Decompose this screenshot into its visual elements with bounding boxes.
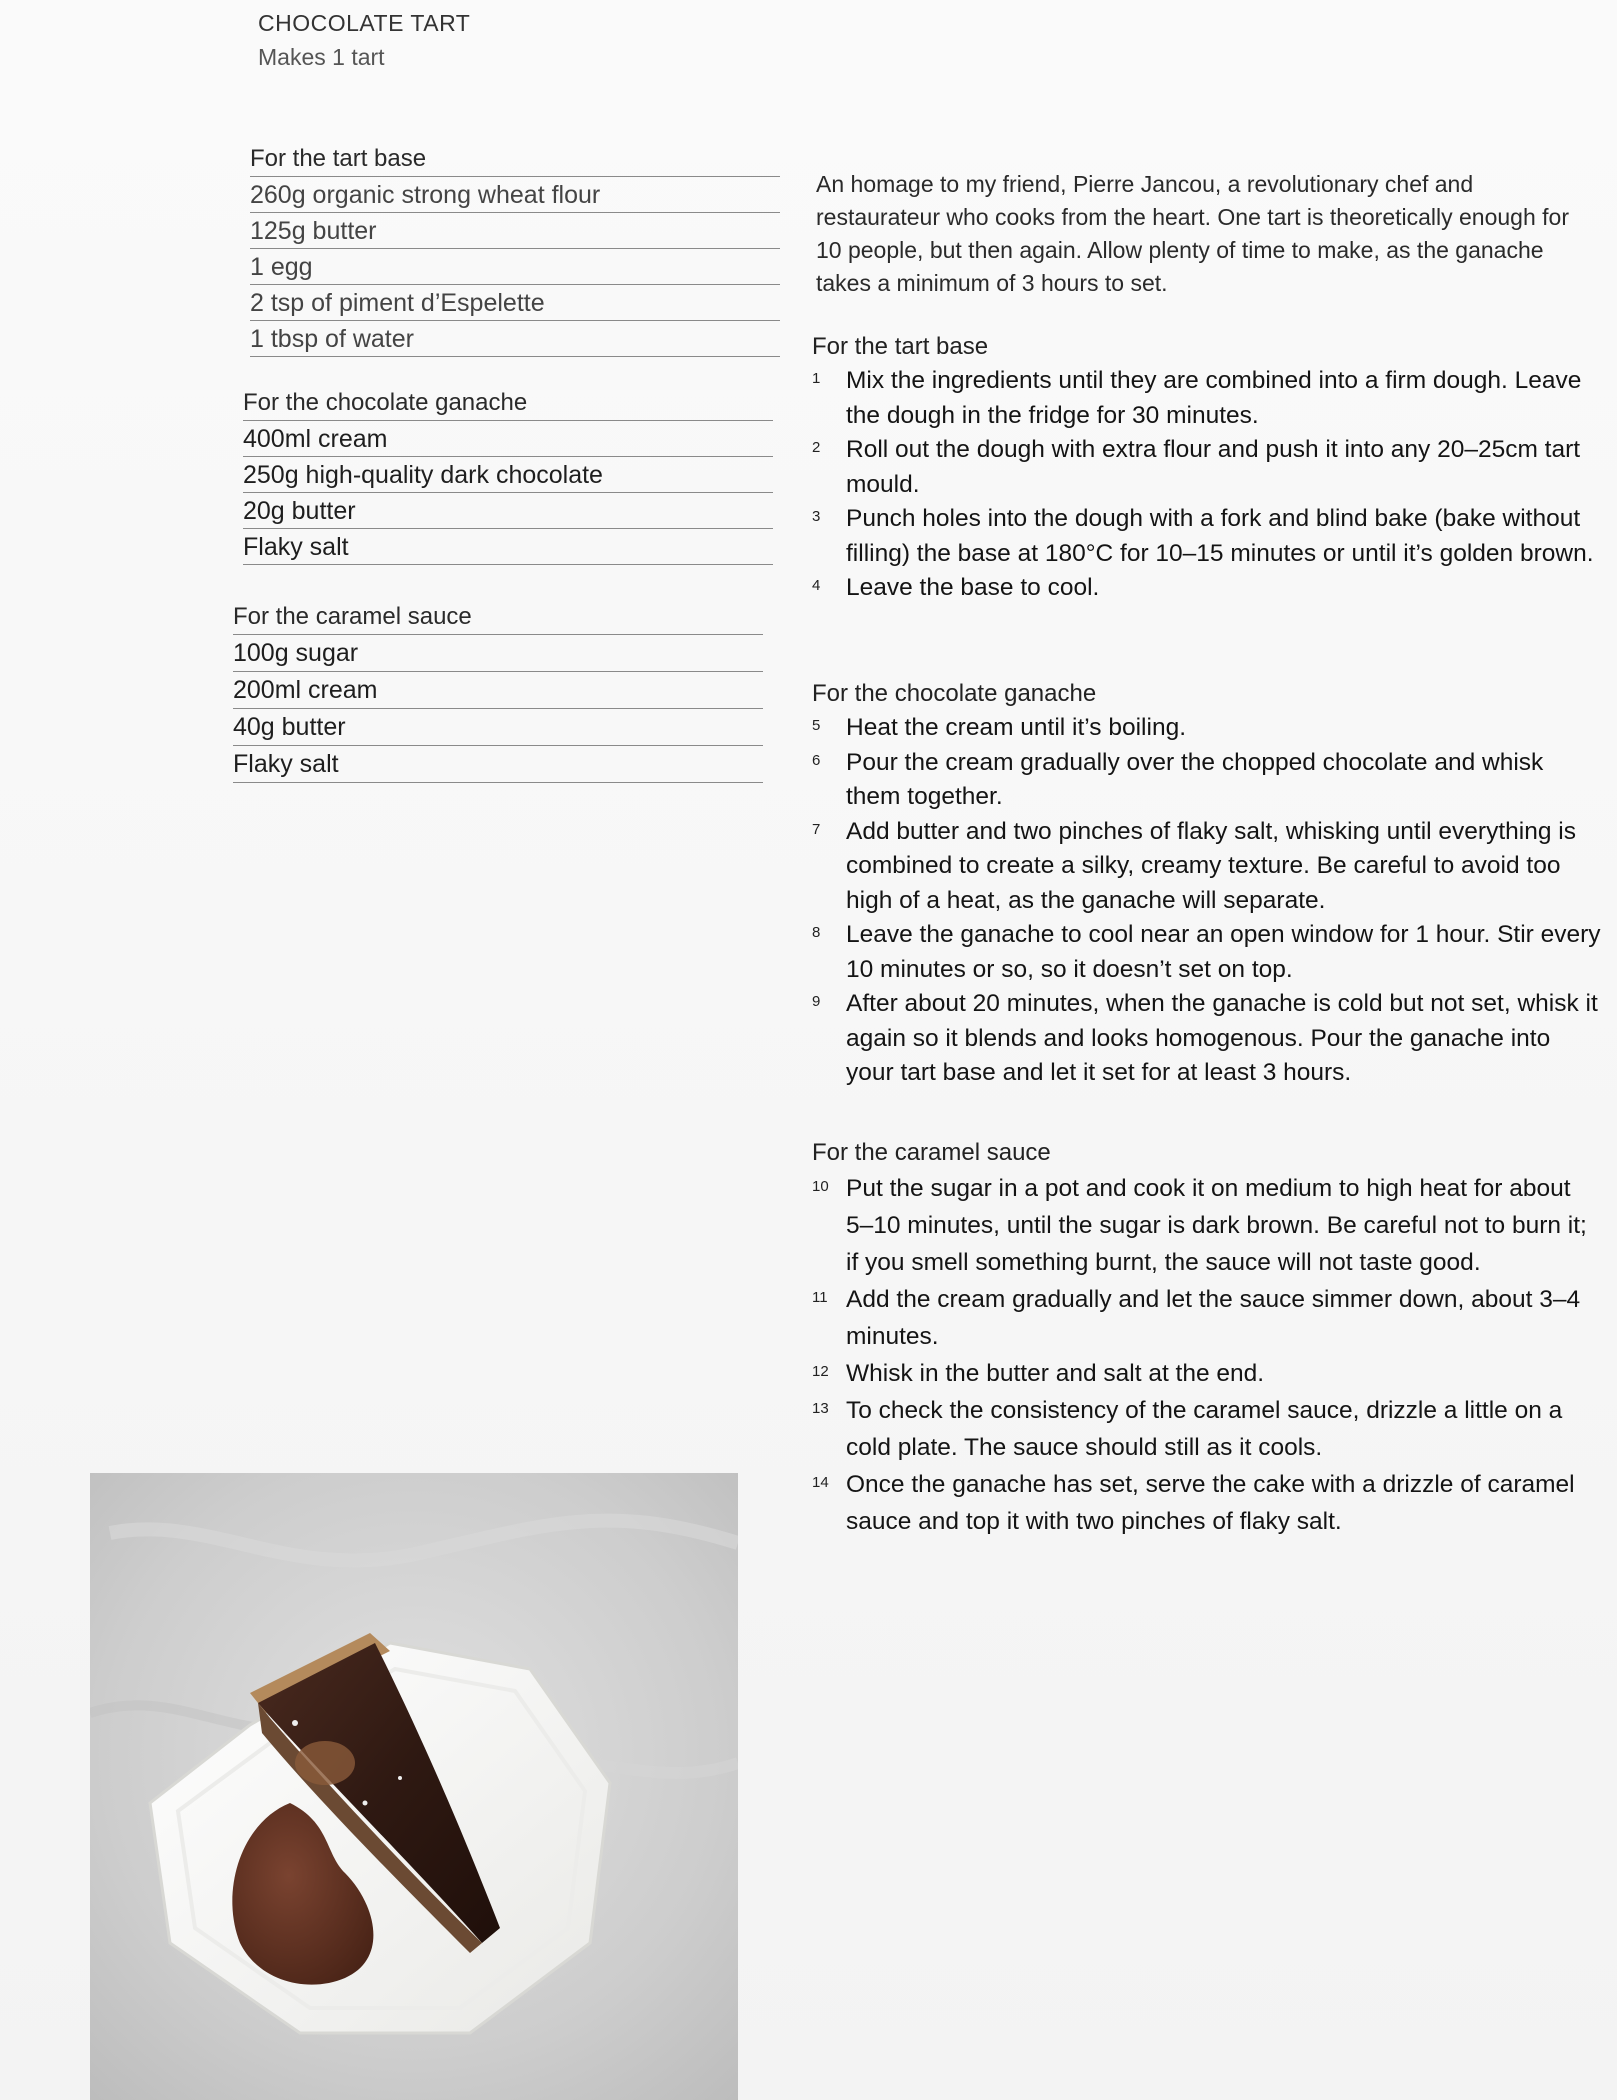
step-text: Heat the cream until it’s boiling.: [846, 714, 1186, 741]
tart-photo: [90, 1473, 738, 2100]
ingredient-item: 260g organic strong wheat flour: [250, 177, 780, 213]
step-number: 7: [812, 820, 821, 838]
step-text: Roll out the dough with extra flour and push it into any 20–25cm tart mould.: [846, 436, 1581, 498]
step-number: 1: [812, 370, 821, 387]
method-step: [812, 502, 1602, 571]
step-number: 9: [812, 993, 821, 1010]
ingredient-item: 125g butter: [250, 213, 780, 249]
step-text: Leave the base to cool.: [846, 574, 1100, 601]
ingredient-item: 1 egg: [250, 249, 780, 285]
method-ganache: [812, 677, 1602, 1091]
step-number: 3: [812, 508, 821, 525]
ingredient-item: 2 tsp of piment d’Espelette: [250, 285, 780, 321]
method-step: [812, 571, 1602, 606]
method-step: [812, 918, 1602, 987]
method-step: [812, 433, 1602, 502]
method-step: [812, 711, 1602, 746]
ingredients-ganache: [243, 386, 773, 565]
recipe-intro: An homage to my friend, Pierre Jancou, a revolutionary chef and restaurateur who cooks from the heart. One tart is theoretically enough for 10 people, but then again. Allow plenty of time to make, as the ganache takes a minimum of 3 hours to set.: [816, 171, 1569, 296]
method-step: [812, 746, 1602, 815]
step-number: 6: [812, 751, 821, 769]
method-tart-base: [812, 330, 1602, 606]
step-text: Once the ganache has set, serve the cake with a drizzle of caramel sauce and top it with two pinches of flaky salt.: [846, 1471, 1575, 1535]
step-text: Add butter and two pinches of flaky salt, whisking until everything is combined to create a silky, creamy texture. Be careful to avoid too high of a heat, as the ganache will separate.: [846, 817, 1576, 914]
step-text: Add the cream gradually and let the sauce simmer down, about 3–4 minutes.: [846, 1286, 1581, 1350]
step-text: Put the sugar in a pot and cook it on medium to high heat for about 5–10 minutes, until the sugar is dark brown. Be careful not to burn it; if you smell something burnt, the sauce will not taste good.: [846, 1175, 1587, 1276]
method-step: [812, 1392, 1602, 1466]
method-step: [812, 1466, 1602, 1540]
ingredients-tart-base: [250, 142, 780, 357]
recipe-title: CHOCOLATE TART: [258, 10, 471, 36]
ingredients-heading: For the tart base: [250, 142, 780, 177]
step-number: 13: [812, 1400, 829, 1417]
method-step: [812, 987, 1602, 1091]
method-heading: For the chocolate ganache: [812, 680, 1097, 707]
step-number: 11: [812, 1289, 828, 1306]
ingredient-item: 100g sugar: [233, 635, 763, 672]
ingredient-item: Flaky salt: [233, 746, 763, 783]
ingredient-item: 40g butter: [233, 709, 763, 746]
method-step: [812, 1170, 1602, 1281]
step-number: 4: [812, 577, 821, 594]
ingredient-item: 200ml cream: [233, 672, 763, 709]
step-number: 10: [812, 1178, 829, 1195]
ingredients-caramel: [233, 600, 763, 783]
step-text: After about 20 minutes, when the ganache is cold but not set, whisk it again so it blends and looks homogenous. Pour the ganache into your tart base and let it set for at least 3 hours.: [846, 990, 1598, 1086]
method-step: [812, 364, 1602, 433]
step-number: 8: [812, 924, 821, 941]
step-text: Pour the cream gradually over the chopped chocolate and whisk them together.: [846, 748, 1544, 810]
step-number: 5: [812, 717, 821, 734]
step-number: 2: [812, 439, 821, 456]
ingredient-item: 400ml cream: [243, 421, 773, 457]
method-step: [812, 1355, 1602, 1392]
method-heading: For the tart base: [812, 333, 989, 360]
ingredient-item: 20g butter: [243, 493, 773, 529]
step-text: Whisk in the butter and salt at the end.: [846, 1360, 1265, 1387]
step-text: Mix the ingredients until they are combined into a firm dough. Leave the dough in the fridge for 30 minutes.: [846, 367, 1582, 429]
ingredients-heading: For the chocolate ganache: [243, 386, 773, 421]
ingredient-item: Flaky salt: [243, 529, 773, 565]
step-text: Punch holes into the dough with a fork and blind bake (bake without filling) the base at 180°C for 10–15 minutes or until it’s golden brown.: [846, 505, 1594, 567]
ingredient-item: 1 tbsp of water: [250, 321, 780, 357]
recipe-yield: Makes 1 tart: [258, 44, 385, 70]
method-caramel: [812, 1136, 1602, 1540]
step-number: 14: [812, 1474, 829, 1491]
step-text: To check the consistency of the caramel sauce, drizzle a little on a cold plate. The sauce should still as it cools.: [846, 1397, 1563, 1461]
method-heading: For the caramel sauce: [812, 1139, 1051, 1166]
ingredients-heading: For the caramel sauce: [233, 600, 763, 635]
step-text: Leave the ganache to cool near an open window for 1 hour. Stir every 10 minutes or so, so it doesn’t set on top.: [846, 921, 1601, 983]
ingredient-item: 250g high-quality dark chocolate: [243, 457, 773, 493]
step-number: 12: [812, 1363, 829, 1380]
method-step: [812, 815, 1602, 919]
method-step: [812, 1281, 1602, 1355]
